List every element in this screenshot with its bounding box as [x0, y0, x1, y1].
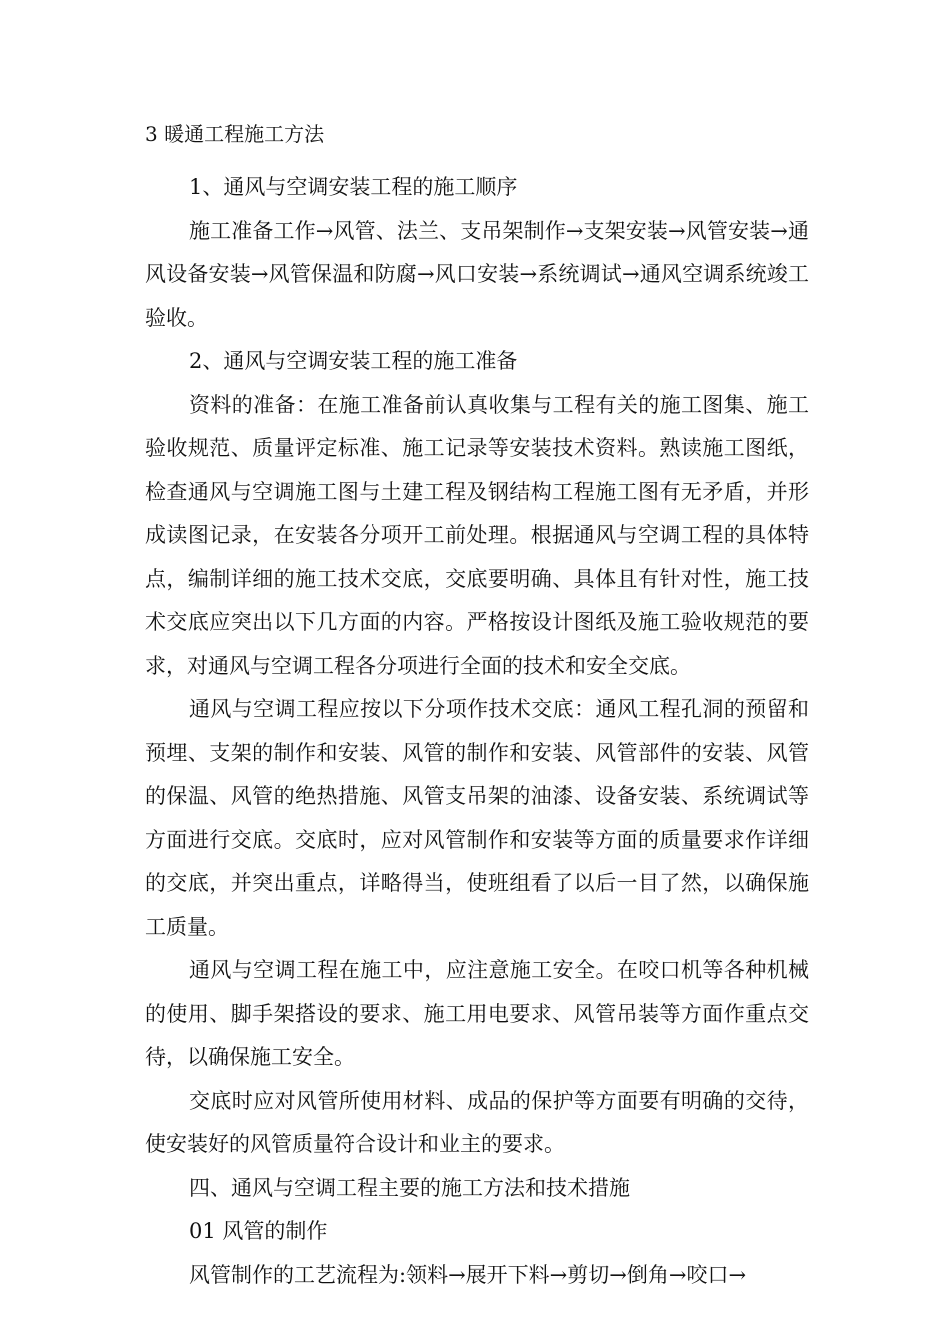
paragraph-sequence-flow: 施工准备工作→风管、法兰、支吊架制作→支架安装→风管安装→通风设备安装→风管保温和防腐→风口安装→系统调试→通风空调系统竣工验收。	[145, 218, 809, 330]
paragraph-technical-briefing: 通风与空调工程应按以下分项作技术交底：通风工程孔洞的预留和预埋、支架的制作和安装、风管的制作和安装、风管部件的安装、风管的保温、风管的绝热措施、风管支吊架的油漆、设备安装、系统调试等方面进行交底。交底时，应对风管制作和安装等方面的质量要求作详细的交底，并突出重点，详略得当，使班组看了以后一目了然，以确保施工质量。	[145, 697, 809, 939]
paragraph-materials-protection: 交底时应对风管所使用材料、成品的保护等方面要有明确的交待，使安装好的风管质量符合设计和业主的要求。	[145, 1088, 809, 1156]
paragraph-materials-preparation: 资料的准备：在施工准备前认真收集与工程有关的施工图集、施工验收规范、质量评定标准、施工记录等安装技术资料。熟读施工图纸，检查通风与空调施工图与土建工程及钢结构工程施工图有无矛盾，并形成读图记录，在安装各分项开工前处理。根据通风与空调工程的具体特点，编制详细的施工技术交底，交底要明确、具体且有针对性，施工技术交底应突出以下几方面的内容。严格按设计图纸及施工验收规范的要求，对通风与空调工程各分项进行全面的技术和安全交底。	[145, 392, 809, 678]
section-heading: 3 暖通工程施工方法	[145, 122, 325, 146]
paragraph-safety: 通风与空调工程在施工中，应注意施工安全。在咬口机等各种机械的使用、脚手架搭设的要求、施工用电要求、风管吊装等方面作重点交待，以确保施工安全。	[145, 958, 809, 1069]
subheading-construction-preparation: 2、通风与空调安装工程的施工准备	[189, 349, 518, 373]
subheading-construction-sequence: 1、通风与空调安装工程的施工顺序	[189, 175, 518, 199]
document-body	[145, 166, 809, 1297]
subheading-main-methods: 四、通风与空调工程主要的施工方法和技术措施	[189, 1175, 630, 1200]
subheading-duct-fabrication: 01 风管的制作	[189, 1219, 328, 1243]
paragraph-duct-process-flow: 风管制作的工艺流程为:领料→展开下料→剪切→倒角→咬口→	[189, 1262, 747, 1287]
